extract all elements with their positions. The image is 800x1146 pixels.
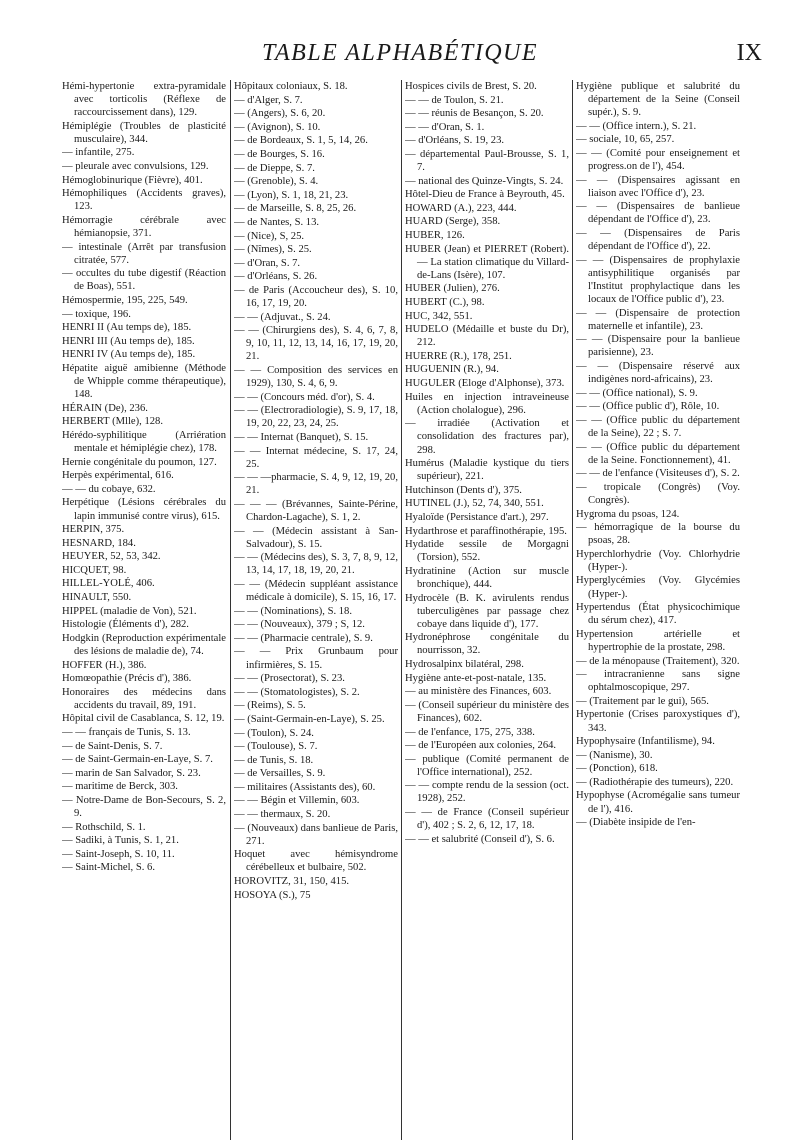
index-entry: Hypertendus (État physicochimique du sérum chez), 417. — [576, 602, 740, 627]
index-column-2 — [234, 80, 398, 1140]
index-entry: — — (Dispensaires de Paris dépendant de l'Office d'), 22. — [576, 228, 740, 253]
index-entry: HERPIN, 375. — [62, 524, 125, 536]
index-entry: — — de l'enfance (Visiteuses d'), S. 2. — [576, 468, 740, 480]
index-entry: Hypertonie (Crises paroxystiques d'), 343. — [576, 709, 740, 734]
index-entry: — infantile, 275. — [62, 147, 135, 159]
index-entry: — de l'enfance, 175, 275, 338. — [405, 726, 535, 738]
index-columns — [62, 80, 768, 1140]
index-entry: Hyperchlorhydrie (Voy. Chlorhydrie (Hyper-). — [576, 548, 740, 573]
index-entry: Huiles en injection intraveineuse (Action cholalogue), 296. — [405, 391, 569, 416]
index-entry: — — Prix Grunbaum pour infirmières, S. 15. — [234, 646, 398, 671]
index-entry: — (Reims), S. 5. — [234, 700, 306, 712]
index-entry: HENRI III (Au temps de), 185. — [62, 335, 195, 347]
index-entry: Hémoglobinurique (Fièvre), 401. — [62, 174, 203, 186]
index-entry: — — Internat médecine, S. 17, 24, 25. — [234, 445, 398, 470]
index-entry: Herpétique (Lésions cérébrales du lapin immunisé contre virus), 615. — [62, 497, 226, 522]
index-entry: — — (Stomatologistes), S. 2. — [234, 686, 360, 698]
index-entry: — maritime de Berck, 303. — [62, 781, 178, 793]
index-entry: Hypophyse (Acromégalie sans tumeur de l'), 416. — [576, 790, 740, 815]
index-entry: — départemental Paul-Brousse, S. 1, 7. — [405, 148, 569, 174]
index-entry: Hôpital civil de Casablanca, S. 12, 19. — [62, 713, 225, 725]
index-entry: Hémi-hypertonie extra-pyramidale avec torticolis (Réflexe de raccourcissement dans), 129. — [62, 81, 226, 119]
index-column-4 — [576, 80, 740, 1140]
index-entry: — — (Concours méd. d'or), S. 4. — [234, 391, 375, 403]
index-entry: — — compte rendu de la session (oct. 1928), 252. — [405, 780, 569, 805]
index-entry: — — (Dispensaire de protection maternelle et infantile), 23. — [576, 307, 740, 332]
index-entry: — — français de Tunis, S. 13. — [62, 727, 191, 738]
index-entry: — publique (Comité permanent de l'Office international), 252. — [405, 753, 569, 778]
index-entry: — — — (Brévannes, Sainte-Périne, Chardon-Lagache), S. 1, 2. — [234, 498, 398, 523]
index-entry: — — (Office public du département de la Seine), 22 ; S. 7. — [576, 414, 740, 439]
index-entry: — — thermaux, S. 20. — [234, 809, 331, 821]
index-entry: — (Lyon), S. 1, 18, 21, 23. — [234, 189, 349, 201]
index-entry: — pleurale avec convulsions, 129. — [62, 161, 209, 173]
index-entry: — Rothschild, S. 1. — [62, 821, 146, 833]
index-entry: — — (Office public du département de la Seine. Fonctionnement), 41. — [576, 441, 740, 466]
index-entry: HUC, 342, 551. — [405, 310, 473, 322]
index-entry: — — (Pharmacie centrale), S. 9. — [234, 632, 373, 644]
index-entry: HUGUENIN (R.), 94. — [405, 364, 499, 376]
index-entry: — (Conseil supérieur du ministère des Finances), 602. — [405, 699, 569, 724]
index-entry: — de Saint-Germain-en-Laye, S. 7. — [62, 754, 213, 766]
index-entry: — au ministère des Finances, 603. — [405, 686, 552, 698]
index-entry: HUERRE (R.), 178, 251. — [405, 350, 512, 362]
index-entry: HUDELO (Médaille et buste du Dr), 212. — [405, 324, 569, 349]
index-entry: — toxique, 196. — [62, 308, 131, 320]
index-entry: HINAULT, 550. — [62, 592, 132, 604]
index-entry: HÉRAIN (De), 236. — [62, 402, 148, 414]
index-entry: — Sadiki, à Tunis, S. 1, 21. — [62, 835, 179, 847]
index-entry: Hôpitaux coloniaux, S. 18. — [234, 81, 348, 92]
index-entry: — d'Orléans, S. 19, 23. — [405, 135, 505, 147]
index-entry: HOWARD (A.), 223, 444. — [405, 202, 517, 214]
index-entry: — (Angers), S. 6, 20. — [234, 108, 326, 120]
index-entry: — intracranienne sans signe ophtalmoscopique, 297. — [576, 669, 740, 694]
index-entry: — — Bégin et Villemin, 603. — [234, 795, 360, 807]
index-entry: — marin de San Salvador, S. 23. — [62, 767, 201, 779]
page-title: TABLE ALPHABÉTIQUE — [261, 40, 539, 66]
index-entry: Hutchinson (Dents d'), 375. — [405, 484, 522, 496]
index-entry: — — (Dispensaires de prophylaxie antisyphilitique organisés par l'Institut prophylactique dans les locaux de l'Office public d'), 23. — [576, 254, 740, 305]
index-entry: — — Composition des services en 1929), 130, S. 4, 6, 9. — [234, 364, 398, 390]
index-entry: — (Avignon), S. 10. — [234, 121, 321, 133]
index-entry: Hémophiliques (Accidents graves), 123. — [62, 188, 226, 213]
index-entry: — de Tunis, S. 18. — [234, 754, 314, 766]
index-entry: — — (Office national), S. 9. — [576, 387, 698, 399]
index-entry: — — (Electroradiologie), S. 9, 17, 18, 19, 20, 22, 23, 24, 25. — [234, 405, 398, 430]
index-entry: HUBER (Jean) et PIERRET (Robert). — La station climatique du Villard-de-Lans (Isère), 107. — [405, 243, 569, 281]
index-entry: Hypophysaire (Infantilisme), 94. — [576, 736, 715, 748]
index-entry: Hérédo-syphilitique (Arriération mentale et hémiplégie chez), 178. — [62, 429, 226, 455]
index-entry: — — (Nouveaux), 379 ; S, 12. — [234, 619, 365, 631]
index-entry: Hydronéphrose congénitale du nourrisson, 32. — [405, 632, 569, 657]
index-entry: — — (Dispensaire pour la banlieue parisienne), 23. — [576, 334, 740, 359]
index-entry: HENRI IV (Au temps de), 185. — [62, 349, 196, 361]
index-entry: — — (Dispensaires de banlieue dépendant de l'Office d'), 23. — [576, 201, 740, 226]
column-divider — [401, 80, 402, 1140]
index-entry: — (Grenoble), S. 4. — [234, 176, 319, 188]
index-entry: — — d'Oran, S. 1. — [405, 121, 485, 133]
index-entry: — sociale, 10, 65, 257. — [576, 134, 675, 146]
index-entry: HOFFER (H.), 386. — [62, 659, 147, 671]
index-entry: — — du cobaye, 632. — [62, 483, 156, 495]
index-entry: — (Nouveaux) dans banlieue de Paris, 271. — [234, 822, 398, 847]
index-entry: HICQUET, 98. — [62, 564, 127, 576]
index-entry: — de Dieppe, S. 7. — [234, 162, 315, 174]
column-divider — [572, 80, 573, 1140]
index-entry: — — (Adjuvat., S. 24. — [234, 311, 331, 323]
index-entry: — de Saint-Denis, S. 7. — [62, 740, 163, 752]
index-entry: Hémospermie, 195, 225, 549. — [62, 295, 188, 306]
index-entry: — de Versailles, S. 9. — [234, 768, 326, 780]
index-entry: — de Marseille, S. 8, 25, 26. — [234, 203, 357, 215]
index-entry: HUGULER (Eloge d'Alphonse), 373. — [405, 378, 565, 390]
index-entry: — — (Office public d'), Rôle, 10. — [576, 401, 720, 413]
index-entry: HERBERT (Mlle), 128. — [62, 416, 163, 428]
index-entry: — hémorragique de la bourse du psoas, 28. — [576, 522, 740, 547]
index-entry: — — de France (Conseil supérieur d'), 402 ; S. 2, 6, 12, 17, 18. — [405, 807, 569, 832]
index-entry: — national des Quinze-Vingts, S. 24. — [405, 175, 564, 187]
index-entry: — — (Médecin assistant à San-Salvadour), S. 15. — [234, 525, 398, 550]
index-entry: Histologie (Éléments d'), 282. — [62, 619, 189, 631]
index-entry: — d'Orléans, S. 26. — [234, 271, 318, 283]
index-entry: Honoraires des médecins dans accidents du travail, 89, 191. — [62, 686, 226, 711]
index-entry: — de la ménopause (Traitement), 320. — [576, 655, 740, 667]
index-entry: — — (Dispensaire réservé aux indigènes nord-africains), 23. — [576, 360, 740, 386]
index-entry: — — (Office intern.), S. 21. — [576, 120, 697, 132]
index-column-1 — [62, 80, 226, 1140]
index-entry: — de Bourges, S. 16. — [234, 148, 325, 160]
index-entry: Herpès expérimental, 616. — [62, 470, 174, 482]
index-entry: — de Paris (Accoucheur des), S. 10, 16, 17, 19, 20. — [234, 284, 398, 309]
index-entry: — (Toulouse), S. 7. — [234, 741, 318, 753]
index-entry: — — (Médecin suppléant assistance médicale à domicile), S. 15, 16, 17. — [234, 578, 398, 604]
index-entry: — d'Oran, S. 7. — [234, 257, 301, 269]
page-header — [0, 40, 800, 72]
index-entry: HUARD (Serge), 358. — [405, 216, 501, 228]
page-number: IX — [736, 40, 762, 66]
index-entry: Hyperglycémies (Voy. Glycémies (Hyper-). — [576, 575, 740, 600]
index-entry: Hygiène ante-et-post-natale, 135. — [405, 672, 547, 684]
index-entry: HILLEL-YOLÉ, 406. — [62, 578, 155, 590]
index-entry: — — de Toulon, S. 21. — [405, 94, 504, 106]
index-entry: — de Nantes, S. 13. — [234, 216, 320, 228]
index-entry: HIPPEL (maladie de Von), 521. — [62, 605, 197, 617]
index-entry: — (Radiothérapie des tumeurs), 220. — [576, 776, 734, 788]
index-entry: HOSOYA (S.), 75 — [234, 889, 311, 901]
index-entry: Hépatite aiguë amibienne (Méthode de Whipple comme thérapeutique), 148. — [62, 362, 226, 401]
index-entry: — (Nîmes), S. 25. — [234, 244, 312, 256]
index-entry: — (Toulon), S. 24. — [234, 727, 314, 739]
index-entry: HUBERT (C.), 98. — [405, 297, 485, 308]
index-entry: Hygroma du psoas, 124. — [576, 508, 680, 520]
index-entry: Hydrosalpinx bilatéral, 298. — [405, 659, 524, 671]
index-entry: — d'Alger, S. 7. — [234, 94, 303, 106]
index-entry: — occultes du tube digestif (Réaction de Boas), 551. — [62, 268, 226, 293]
index-entry: — Saint-Michel, S. 6. — [62, 862, 155, 874]
index-entry: Hypertension artérielle et hypertrophie de la prostate, 298. — [576, 628, 740, 653]
index-entry: — de l'Européen aux colonies, 264. — [405, 740, 557, 752]
index-entry: Hospices civils de Brest, S. 20. — [405, 81, 537, 92]
index-entry: HUBER, 126. — [405, 230, 465, 242]
index-entry: HEUYER, 52, 53, 342. — [62, 551, 161, 563]
index-entry: — — (Nominations), S. 18. — [234, 605, 353, 617]
column-divider — [230, 80, 231, 1140]
index-entry: HOROVITZ, 31, 150, 415. — [234, 876, 350, 888]
index-entry: — — (Prosectorat), S. 23. — [234, 673, 345, 685]
index-entry: Hémiplégie (Troubles de plasticité musculaire), 344. — [62, 120, 226, 145]
index-entry: — (Diabète insipide de l'en- — [576, 817, 696, 829]
index-entry: — militaires (Assistants des), 60. — [234, 781, 376, 793]
index-entry: Hoquet avec hémisyndrome cérébelleux et bulbaire, 502. — [234, 849, 398, 874]
index-entry: Hydarthrose et paraffinothérapie, 195. — [405, 525, 567, 537]
index-entry: — — (Dispensaires agissant en liaison avec l'Office d'), 23. — [576, 174, 740, 199]
index-entry: HUTINEL (J.), 52, 74, 340, 551. — [405, 498, 544, 510]
index-entry: — — Internat (Banquet), S. 15. — [234, 431, 369, 443]
index-entry: — intestinale (Arrêt par transfusion citratée, 577. — [62, 241, 226, 266]
index-entry: Humérus (Maladie kystique du tiers supérieur), 221. — [405, 458, 569, 483]
index-entry: Hernie congénitale du poumon, 127. — [62, 456, 217, 468]
index-entry: Hyaloïde (Persistance d'art.), 297. — [405, 512, 549, 523]
index-entry: — (Nanisme), 30. — [576, 749, 653, 761]
index-entry: — — (Médecins des), S. 3, 7, 8, 9, 12, 13, 14, 17, 18, 19, 20, 21. — [234, 552, 398, 577]
index-entry: Homœopathie (Précis d'), 386. — [62, 673, 192, 685]
index-entry: Hygiène publique et salubrité du département de la Seine (Conseil supér.), S. 9. — [576, 81, 740, 119]
index-column-3 — [405, 80, 569, 1140]
index-entry: HENRI II (Au temps de), 185. — [62, 322, 192, 334]
index-entry: — irradiée (Activation et consolidation des fractures par), 298. — [405, 418, 569, 456]
index-entry: — — (Chirurgiens des), S. 4, 6, 7, 8, 9, 10, 11, 12, 13, 14, 16, 17, 19, 20, 21. — [234, 325, 398, 363]
index-entry: — — et salubrité (Conseil d'), S. 6. — [405, 833, 555, 845]
index-entry: Hydratinine (Action sur muscle bronchique), 444. — [405, 565, 569, 590]
index-entry: — de Bordeaux, S. 1, 5, 14, 26. — [234, 135, 368, 147]
index-entry: — Saint-Joseph, S. 10, 11. — [62, 848, 175, 860]
index-entry: — (Saint-Germain-en-Laye), S. 25. — [234, 713, 385, 725]
index-entry: — (Traitement par le gui), 565. — [576, 695, 709, 707]
index-entry: Hémorragie cérébrale avec hémianopsie, 371. — [62, 214, 226, 240]
index-entry: Hôtel-Dieu de France à Beyrouth, 45. — [405, 189, 565, 201]
index-entry: Hodgkin (Reproduction expérimentale des lésions de maladie de), 74. — [62, 632, 226, 657]
index-entry: — — —pharmacie, S. 4, 9, 12, 19, 20, 21. — [234, 472, 398, 497]
index-entry: — — réunis de Besançon, S. 20. — [405, 108, 544, 120]
index-entry: — (Ponction), 618. — [576, 763, 658, 775]
index-entry: Hydrocèle (B. K. avirulents rendus tuberculigènes par passage chez cobaye dans liquide d'), 177. — [405, 592, 569, 630]
index-entry: — tropicale (Congrès) (Voy. Congrès). — [576, 481, 740, 506]
index-entry: — (Nice), S, 25. — [234, 230, 305, 242]
index-entry: Hydatide sessile de Morgagni (Torsion), 552. — [405, 539, 569, 564]
index-entry: — — (Comité pour enseignement et progress.on de l'), 454. — [576, 147, 740, 173]
index-entry: — Notre-Dame de Bon-Secours, S. 2, 9. — [62, 794, 226, 820]
index-entry: HESNARD, 184. — [62, 537, 136, 549]
index-entry: HUBER (Julien), 276. — [405, 283, 500, 295]
